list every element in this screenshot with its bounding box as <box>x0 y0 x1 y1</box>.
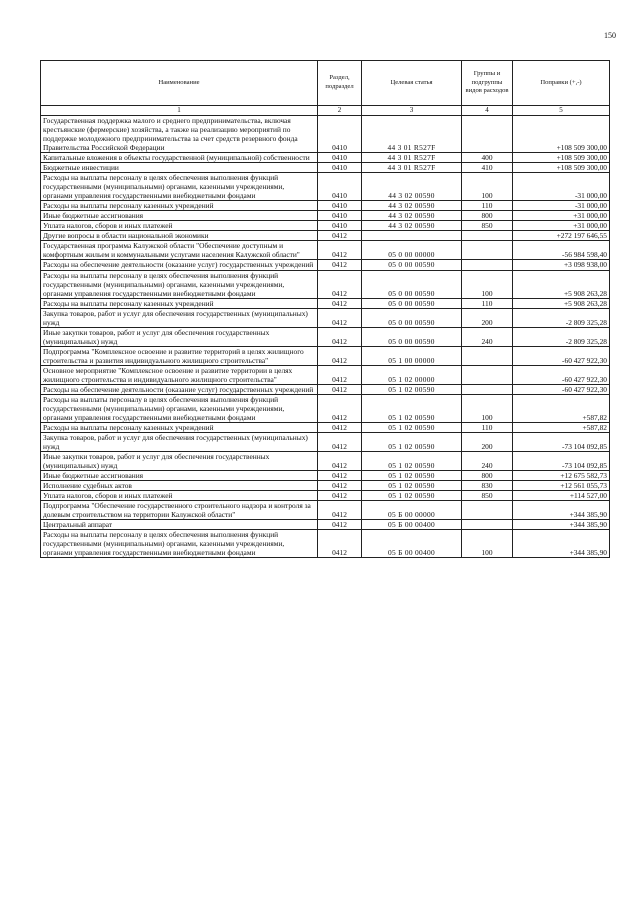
row-amount: +12 675 582,73 <box>513 471 610 481</box>
row-section: 0412 <box>318 365 362 384</box>
table-row <box>41 163 610 173</box>
row-section: 0412 <box>318 491 362 501</box>
row-name: Иные бюджетные ассигнования <box>41 471 318 481</box>
row-section: 0412 <box>318 327 362 346</box>
row-amount: -73 104 092,85 <box>513 433 610 452</box>
row-name: Расходы на выплаты персоналу в целях обеспечения выполнения функций государственными (муниципальными) органами, казенными учреждениями, органами управления государственными внебюджетными фондами <box>41 173 318 201</box>
row-amount: +587,82 <box>513 394 610 422</box>
row-section: 0412 <box>318 308 362 327</box>
row-amount: +108 509 300,00 <box>513 153 610 163</box>
table-row <box>41 241 610 260</box>
row-section: 0412 <box>318 346 362 365</box>
row-group: 850 <box>462 491 513 501</box>
row-group: 200 <box>462 433 513 452</box>
row-target: 05 1 02 00590 <box>362 384 462 394</box>
table-row <box>41 471 610 481</box>
table-row <box>41 394 610 422</box>
row-group: 100 <box>462 270 513 298</box>
row-group <box>462 241 513 260</box>
row-group: 100 <box>462 394 513 422</box>
row-amount: +31 000,00 <box>513 211 610 221</box>
row-target: 05 0 00 00590 <box>362 260 462 270</box>
row-section: 0412 <box>318 530 362 558</box>
row-group: 800 <box>462 471 513 481</box>
table-row <box>41 520 610 530</box>
row-name: Исполнение судебных актов <box>41 481 318 491</box>
row-amount: +344 385,90 <box>513 520 610 530</box>
row-section: 0412 <box>318 423 362 433</box>
row-amount: +108 509 300,00 <box>513 163 610 173</box>
row-amount: -73 104 092,85 <box>513 452 610 471</box>
row-target <box>362 231 462 241</box>
row-group: 110 <box>462 423 513 433</box>
row-group <box>462 231 513 241</box>
row-group: 240 <box>462 452 513 471</box>
row-amount: -60 427 922,30 <box>513 346 610 365</box>
row-section: 0412 <box>318 471 362 481</box>
row-name: Бюджетные инвестиции <box>41 163 318 173</box>
row-group: 400 <box>462 153 513 163</box>
row-name: Расходы на обеспечение деятельности (оказание услуг) государственных учреждений <box>41 384 318 394</box>
table-row <box>41 501 610 520</box>
table-row <box>41 365 610 384</box>
row-name: Иные закупки товаров, работ и услуг для обеспечения государственных (муниципальных) нужд <box>41 327 318 346</box>
row-section: 0412 <box>318 520 362 530</box>
column-numbers-row <box>41 106 610 116</box>
table-row <box>41 116 610 153</box>
row-target: 05 1 02 00590 <box>362 481 462 491</box>
row-target: 05 0 00 00590 <box>362 308 462 327</box>
row-section: 0410 <box>318 153 362 163</box>
row-amount: +5 908 263,28 <box>513 270 610 298</box>
row-section: 0412 <box>318 241 362 260</box>
row-section: 0410 <box>318 116 362 153</box>
row-group: 240 <box>462 327 513 346</box>
budget-amendments-table <box>40 60 610 558</box>
table-row <box>41 327 610 346</box>
page-number: 150 <box>604 31 616 40</box>
row-group: 410 <box>462 163 513 173</box>
table-row <box>41 530 610 558</box>
table-row <box>41 346 610 365</box>
row-target: 05 1 02 00590 <box>362 394 462 422</box>
row-name: Расходы на обеспечение деятельности (оказание услуг) государственных учреждений <box>41 260 318 270</box>
table-row <box>41 481 610 491</box>
table-row <box>41 211 610 221</box>
column-number: 2 <box>318 106 362 116</box>
row-amount: -60 427 922,30 <box>513 365 610 384</box>
row-target: 05 1 02 00590 <box>362 491 462 501</box>
row-section: 0410 <box>318 173 362 201</box>
row-amount: +272 197 646,55 <box>513 231 610 241</box>
row-group <box>462 260 513 270</box>
header-amendments: Поправки (+,-) <box>513 61 610 106</box>
row-section: 0412 <box>318 231 362 241</box>
row-amount: -2 809 325,28 <box>513 308 610 327</box>
table-header-row <box>41 61 610 106</box>
row-name: Основное мероприятие "Комплексное освоение и развитие территории в целях жилищного строительства и индивидуального жилищного строительства" <box>41 365 318 384</box>
row-amount: -60 427 922,30 <box>513 384 610 394</box>
table-body <box>41 116 610 558</box>
row-amount: +344 385,90 <box>513 501 610 520</box>
row-name: Расходы на выплаты персоналу казенных учреждений <box>41 423 318 433</box>
column-number: 1 <box>41 106 318 116</box>
table-row <box>41 384 610 394</box>
row-target: 05 1 02 00590 <box>362 471 462 481</box>
row-amount: +12 561 055,73 <box>513 481 610 491</box>
row-target: 05 1 00 00000 <box>362 346 462 365</box>
table-row <box>41 260 610 270</box>
row-amount: +344 385,90 <box>513 530 610 558</box>
row-section: 0412 <box>318 481 362 491</box>
table-row <box>41 173 610 201</box>
row-section: 0412 <box>318 270 362 298</box>
row-amount: +587,82 <box>513 423 610 433</box>
row-name: Подпрограмма "Комплексное освоение и развитие территорий в целях жилищного строительства и развития индивидуального жилищного строительства" <box>41 346 318 365</box>
row-target: 05 1 02 00000 <box>362 365 462 384</box>
row-target: 05 1 02 00590 <box>362 452 462 471</box>
row-section: 0412 <box>318 298 362 308</box>
row-group: 850 <box>462 221 513 231</box>
row-group <box>462 384 513 394</box>
row-section: 0410 <box>318 221 362 231</box>
row-name: Государственная поддержка малого и среднего предпринимательства, включая крестьянские (фермерские) хозяйства, а также на реализацию мероприятий по поддержке молодежного предпринимательства за счет средств резервного фонда Правительства Российской Федерации <box>41 116 318 153</box>
row-section: 0410 <box>318 201 362 211</box>
row-target: 05 Б 00 00400 <box>362 530 462 558</box>
row-target: 05 0 00 00590 <box>362 298 462 308</box>
table-row <box>41 201 610 211</box>
row-section: 0410 <box>318 163 362 173</box>
header-groups: Группы и подгруппы видов расходов <box>462 61 513 106</box>
row-section: 0412 <box>318 433 362 452</box>
row-amount: -2 809 325,28 <box>513 327 610 346</box>
row-target: 44 3 02 00590 <box>362 201 462 211</box>
row-group: 200 <box>462 308 513 327</box>
column-number: 5 <box>513 106 610 116</box>
row-target: 05 0 00 00590 <box>362 270 462 298</box>
row-group <box>462 116 513 153</box>
row-group <box>462 501 513 520</box>
table-row <box>41 298 610 308</box>
row-section: 0410 <box>318 211 362 221</box>
table-row <box>41 221 610 231</box>
row-amount: +31 000,00 <box>513 221 610 231</box>
row-name: Иные бюджетные ассигнования <box>41 211 318 221</box>
row-target: 05 1 02 00590 <box>362 423 462 433</box>
row-group <box>462 346 513 365</box>
row-section: 0412 <box>318 260 362 270</box>
row-target: 05 Б 00 00000 <box>362 501 462 520</box>
table-row <box>41 153 610 163</box>
row-amount: +108 509 300,00 <box>513 116 610 153</box>
row-name: Капитальные вложения в объекты государственной (муниципальной) собственности <box>41 153 318 163</box>
header-section: Раздел, подраздел <box>318 61 362 106</box>
row-group: 830 <box>462 481 513 491</box>
row-target: 44 3 01 R527F <box>362 116 462 153</box>
row-name: Уплата налогов, сборов и иных платежей <box>41 221 318 231</box>
header-name: Наименование <box>41 61 318 106</box>
row-name: Закупка товаров, работ и услуг для обеспечения государственных (муниципальных) нужд <box>41 433 318 452</box>
table-row <box>41 231 610 241</box>
row-amount: -31 000,00 <box>513 201 610 211</box>
row-section: 0412 <box>318 394 362 422</box>
row-target: 44 3 01 R527F <box>362 153 462 163</box>
row-name: Закупка товаров, работ и услуг для обеспечения государственных (муниципальных) нужд <box>41 308 318 327</box>
row-target: 44 3 02 00590 <box>362 221 462 231</box>
row-group: 110 <box>462 201 513 211</box>
row-name: Уплата налогов, сборов и иных платежей <box>41 491 318 501</box>
row-target: 05 0 00 00590 <box>362 327 462 346</box>
row-group: 800 <box>462 211 513 221</box>
table-row <box>41 270 610 298</box>
table-row <box>41 308 610 327</box>
row-target: 05 0 00 00000 <box>362 241 462 260</box>
row-target: 05 1 02 00590 <box>362 433 462 452</box>
row-name: Центральный аппарат <box>41 520 318 530</box>
table-row <box>41 423 610 433</box>
row-name: Расходы на выплаты персоналу в целях обеспечения выполнения функций государственными (муниципальными) органами, казенными учреждениями, органами управления государственными внебюджетными фондами <box>41 270 318 298</box>
row-section: 0412 <box>318 384 362 394</box>
row-target: 44 3 01 R527F <box>362 163 462 173</box>
row-amount: +3 098 938,00 <box>513 260 610 270</box>
row-target: 44 3 02 00590 <box>362 211 462 221</box>
row-amount: -31 000,00 <box>513 173 610 201</box>
row-amount: -56 984 598,40 <box>513 241 610 260</box>
row-group: 100 <box>462 173 513 201</box>
row-amount: +5 908 263,28 <box>513 298 610 308</box>
table-row <box>41 452 610 471</box>
row-name: Расходы на выплаты персоналу в целях обеспечения выполнения функций государственными (муниципальными) органами, казенными учреждениями, органами управления государственными внебюджетными фондами <box>41 530 318 558</box>
row-group: 100 <box>462 530 513 558</box>
row-name: Другие вопросы в области национальной экономики <box>41 231 318 241</box>
table-row <box>41 491 610 501</box>
header-target: Целевая статья <box>362 61 462 106</box>
row-name: Расходы на выплаты персоналу в целях обеспечения выполнения функций государственными (муниципальными) органами, казенными учреждениями, органами управления государственными внебюджетными фондами <box>41 394 318 422</box>
row-name: Государственная программа Калужской области "Обеспечение доступным и комфортным жильем и коммунальными услугами населения Калужской области" <box>41 241 318 260</box>
row-amount: +114 527,00 <box>513 491 610 501</box>
row-group <box>462 520 513 530</box>
row-name: Подпрограмма "Обеспечение государственного строительного надзора и контроля за долевым строительством на территории Калужской области" <box>41 501 318 520</box>
row-group <box>462 365 513 384</box>
row-target: 05 Б 00 00400 <box>362 520 462 530</box>
row-target: 44 3 02 00590 <box>362 173 462 201</box>
row-name: Расходы на выплаты персоналу казенных учреждений <box>41 201 318 211</box>
table-row <box>41 433 610 452</box>
row-name: Иные закупки товаров, работ и услуг для обеспечения государственных (муниципальных) нужд <box>41 452 318 471</box>
column-number: 4 <box>462 106 513 116</box>
column-number: 3 <box>362 106 462 116</box>
row-section: 0412 <box>318 501 362 520</box>
row-section: 0412 <box>318 452 362 471</box>
row-name: Расходы на выплаты персоналу казенных учреждений <box>41 298 318 308</box>
row-group: 110 <box>462 298 513 308</box>
